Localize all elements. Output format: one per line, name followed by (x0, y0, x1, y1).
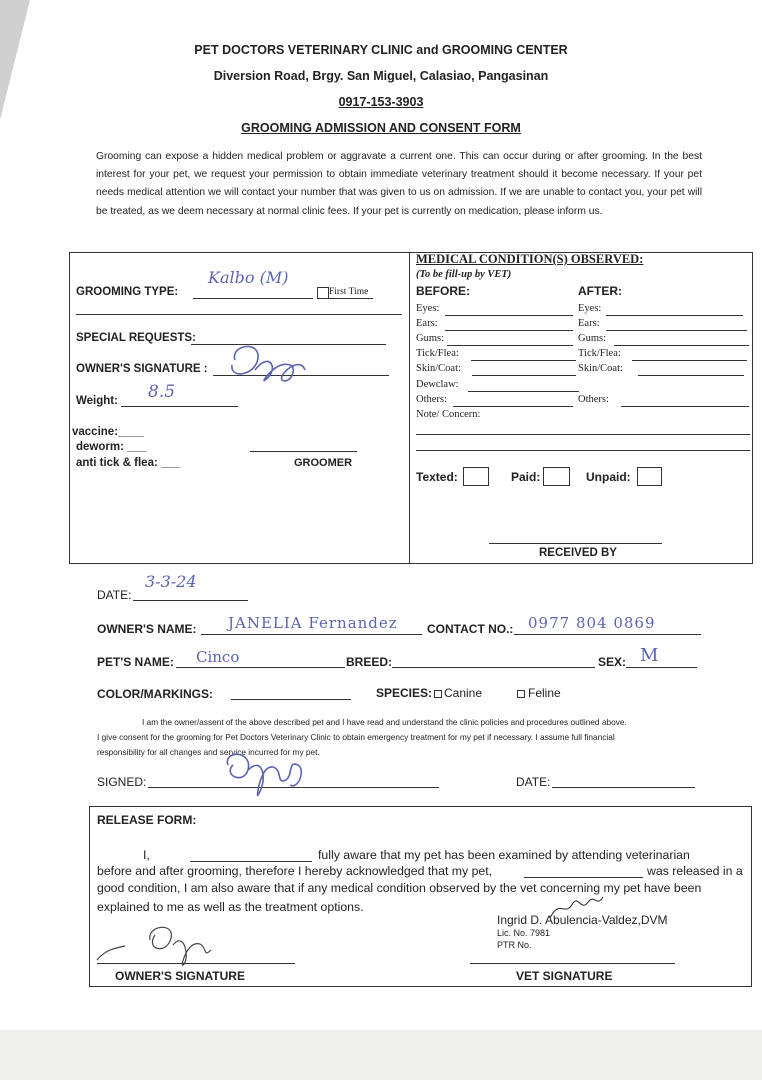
note-line-1[interactable] (416, 434, 750, 435)
pet-name-label: PET'S NAME: (97, 655, 174, 669)
owner-name-label: OWNER'S NAME: (97, 622, 197, 636)
texted-checkbox[interactable] (463, 467, 489, 486)
before-item-gums-label: Gums: (416, 333, 445, 344)
weight-value[interactable]: 8.5 (148, 382, 176, 402)
before-item-gums-line[interactable] (447, 345, 573, 346)
contact-value[interactable]: 0977 804 0869 (528, 614, 656, 632)
before-item-ears-line[interactable] (445, 330, 573, 331)
vet-ptr: PTR No. (497, 940, 532, 950)
paid-checkbox[interactable] (543, 467, 570, 486)
consent-date-line[interactable] (552, 787, 695, 788)
sex-label: SEX: (598, 655, 627, 669)
date-label: DATE: (97, 588, 132, 602)
intro-paragraph: Grooming can expose a hidden medical problem or aggravate a current one. This can occur during or after grooming. In the best interest for your pet, we request your permission to obtain immediate veterinary treatment should it become necessary. If your pet needs medical attention we will contact your number that was given to us on admission. If we are unable to contact you, your pet will be treated, as we deem necessary at normal clinic fees. If your pet is currently on medication, please inform us. (96, 151, 702, 217)
before-item-tickflea-line[interactable] (471, 360, 576, 361)
grooming-type-label: GROOMING TYPE: (76, 286, 179, 298)
release-owner-sig-label: OWNER'S SIGNATURE (115, 969, 245, 983)
after-item-skincoat-label: Skin/Coat: (578, 363, 623, 374)
canine-checkbox[interactable] (434, 690, 442, 698)
first-time-label: First Time (329, 287, 369, 297)
owner-signature-label: OWNER'S SIGNATURE : (76, 363, 208, 375)
before-item-tickflea-label: Tick/Flea: (416, 348, 459, 359)
canine-label: Canine (444, 686, 483, 700)
groomer-line (250, 451, 357, 452)
grooming-medical-box (69, 252, 753, 564)
deworm-label: deworm: ___ (76, 441, 147, 453)
box-divider (409, 252, 410, 564)
consent-text-2: I give consent for the grooming for Pet Doctors Veterinary Clinic to obtain emergency treatment for my pet if necessary. I assume full financial (97, 732, 615, 742)
after-item-others-label: Others: (578, 394, 609, 405)
after-item-tickflea-line[interactable] (632, 360, 747, 361)
species-label: SPECIES: (376, 686, 433, 700)
medical-subtitle: (To be fill-up by VET) (416, 269, 512, 280)
grooming-extra-line (76, 314, 402, 315)
grooming-type-line (193, 298, 313, 299)
after-item-eyes-label: Eyes: (578, 303, 602, 314)
special-requests-label: SPECIAL REQUESTS: (76, 332, 196, 344)
before-item-eyes-line[interactable] (445, 315, 573, 316)
feline-label: Feline (528, 686, 561, 700)
weight-label: Weight: (76, 395, 118, 407)
received-by-label: RECEIVED BY (539, 547, 617, 559)
consent-text-1: I am the owner/assent of the above described pet and I have read and understand the clinic policies and procedures outlined above. (142, 717, 627, 727)
release-line3: good condition, I am also aware that if any medical condition observed by the vet concerning my pet have been (97, 881, 702, 895)
before-item-skincoat-line[interactable] (472, 375, 576, 376)
medical-title: MEDICAL CONDITION(S) OBSERVED: (416, 252, 644, 266)
antitick-label: anti tick & flea: ___ (76, 457, 181, 469)
after-item-ears-line[interactable] (606, 330, 747, 331)
owner-name-value[interactable]: JANELIA Fernandez (228, 614, 398, 632)
feline-checkbox[interactable] (517, 690, 525, 698)
after-item-others-line[interactable] (621, 406, 749, 407)
release-owner-sig-line[interactable] (97, 963, 295, 964)
before-item-dewclaw-line[interactable] (468, 391, 579, 392)
date-value[interactable]: 3-3-24 (145, 572, 197, 591)
consent-date-label: DATE: (516, 775, 551, 789)
release-line2-a: before and after grooming, therefore I hereby acknowledged that my pet, (97, 864, 493, 878)
release-line1-b: fully aware that my pet has been examined by attending veterinarian (318, 848, 690, 862)
after-item-gums-line[interactable] (614, 345, 749, 346)
release-title: RELEASE FORM: (97, 813, 197, 827)
color-markings-label: COLOR/MARKINGS: (97, 687, 213, 701)
vaccine-label: vaccine:____ (72, 426, 144, 438)
release-line2-b: was released in a (647, 864, 743, 878)
unpaid-checkbox[interactable] (637, 467, 662, 486)
before-item-others-line[interactable] (453, 406, 573, 407)
clinic-address: Diversion Road, Brgy. San Miguel, Calasiao, Pangasinan (213, 69, 549, 83)
sex-line (626, 667, 697, 668)
before-label: BEFORE: (416, 284, 470, 298)
signed-label: SIGNED: (97, 775, 147, 789)
paid-label: Paid: (511, 470, 541, 484)
owner-name-line (201, 634, 422, 635)
note-label: Note/ Concern: (416, 409, 481, 420)
after-label: AFTER: (578, 284, 622, 298)
consent-signature-scribble (218, 745, 318, 805)
release-line4: explained to me as well as the treatment options. (97, 900, 364, 914)
after-item-ears-label: Ears: (578, 318, 600, 329)
breed-line[interactable] (392, 667, 595, 668)
clinic-phone: 0917-153-3903 (338, 95, 424, 109)
form-title: GROOMING ADMISSION AND CONSENT FORM (241, 121, 521, 135)
release-name-line[interactable] (190, 861, 312, 862)
before-item-eyes-label: Eyes: (416, 303, 440, 314)
owner-signature-scribble (220, 340, 315, 400)
before-item-dewclaw-label: Dewclaw: (416, 379, 459, 390)
pet-name-value[interactable]: Cinco (196, 648, 240, 666)
before-item-others-label: Others: (416, 394, 447, 405)
received-by-line (489, 543, 662, 544)
clinic-name: PET DOCTORS VETERINARY CLINIC and GROOMING CENTER (194, 43, 568, 57)
texted-label: Texted: (416, 470, 458, 484)
color-markings-line[interactable] (231, 699, 351, 700)
grooming-type-value[interactable]: Kalbo (M) (208, 268, 289, 287)
after-item-eyes-line[interactable] (606, 315, 743, 316)
vet-sig-label: VET SIGNATURE (516, 969, 613, 983)
weight-line (121, 406, 238, 407)
consent-text-3: responsibility for all changes and service incurred for my pet. (97, 747, 320, 757)
vet-license: Lic. No. 7981 (497, 928, 551, 938)
contact-label: CONTACT NO.: (427, 622, 514, 636)
sex-value[interactable]: M (640, 645, 659, 666)
note-line-2[interactable] (416, 450, 750, 451)
release-pet-line[interactable] (524, 877, 643, 878)
vet-name: Ingrid D. Abulencia-Valdez,DVM (497, 913, 668, 927)
groomer-label: GROOMER (294, 457, 353, 469)
scan-bottom-margin (0, 1030, 762, 1080)
unpaid-label: Unpaid: (586, 470, 631, 484)
release-line1-a: I, (143, 848, 150, 862)
first-time-underline (328, 298, 373, 299)
breed-label: BREED: (346, 655, 393, 669)
contact-line (514, 634, 701, 635)
after-item-tickflea-label: Tick/Flea: (578, 348, 621, 359)
pet-name-line (176, 667, 345, 668)
before-item-ears-label: Ears: (416, 318, 438, 329)
date-line (133, 600, 248, 601)
before-item-skincoat-label: Skin/Coat: (416, 363, 461, 374)
vet-sig-line[interactable] (470, 963, 675, 964)
after-item-skincoat-line[interactable] (638, 375, 744, 376)
after-item-gums-label: Gums: (578, 333, 607, 344)
